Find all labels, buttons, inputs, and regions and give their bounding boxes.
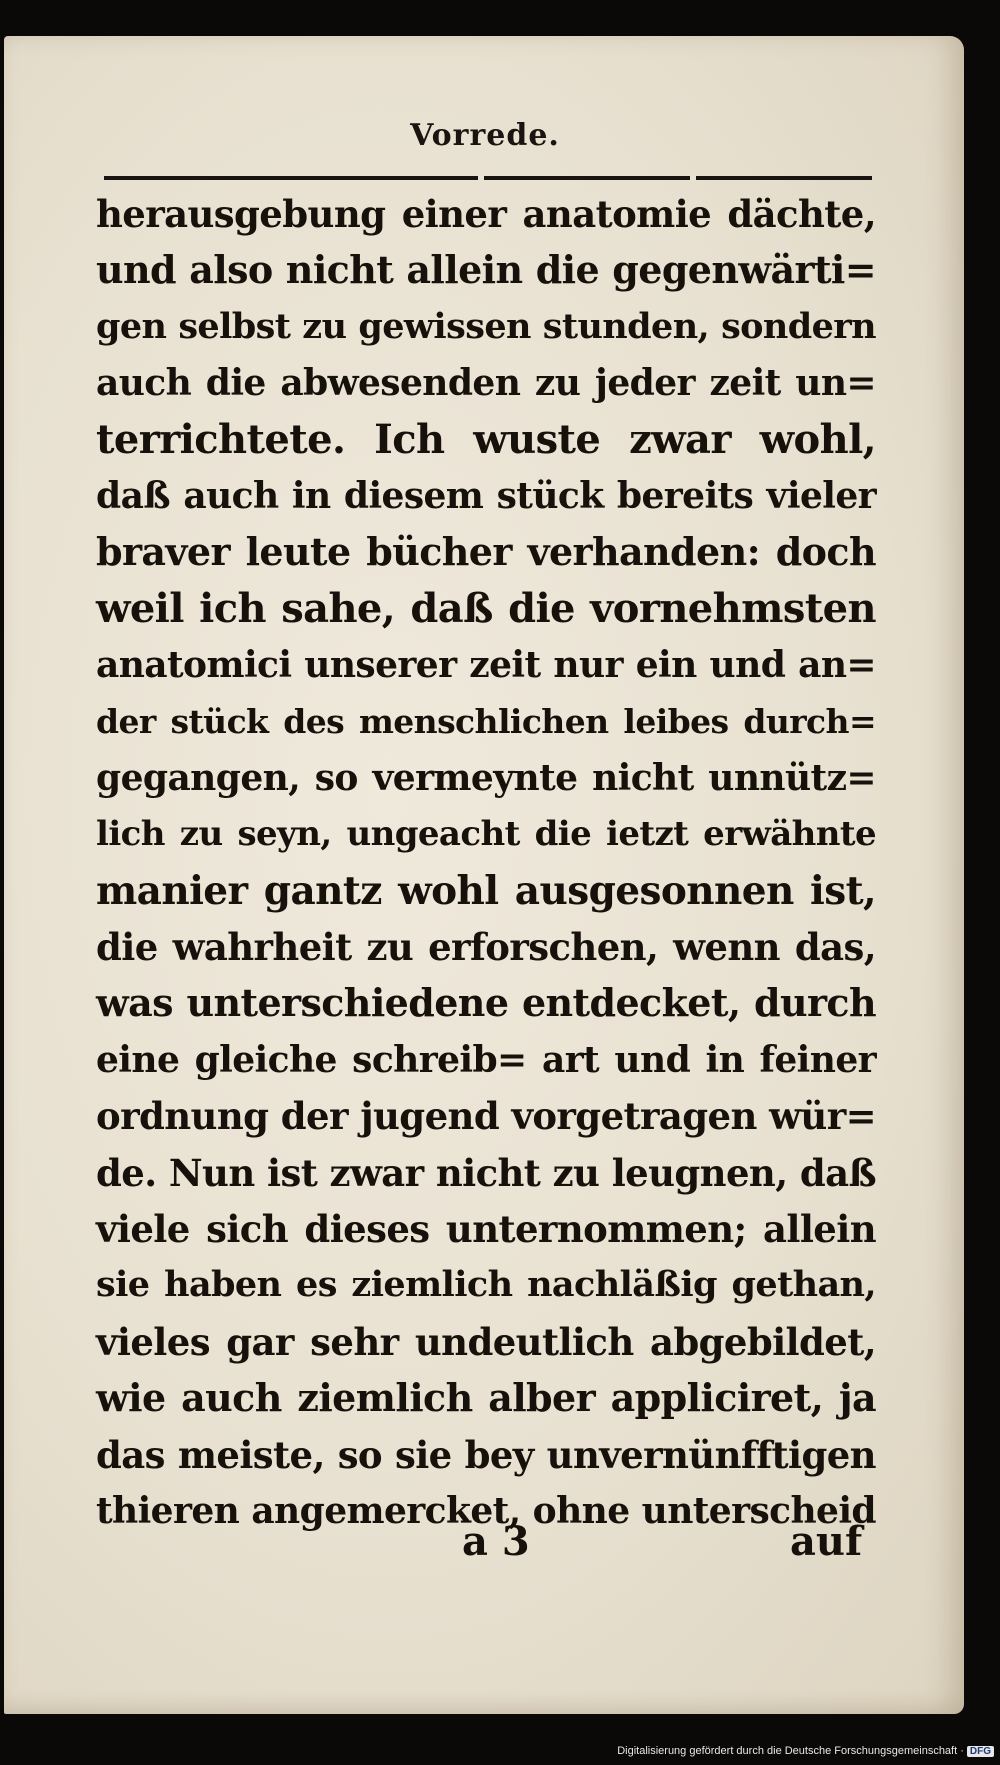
text-line: daß auch in diesem stück bereits vieler: [96, 474, 876, 517]
text-line: de. Nun ist zwar nicht zu leugnen, daß: [96, 1150, 876, 1195]
signature-mark: a 3: [462, 1518, 530, 1565]
text-line: herausgebung einer anatomie dächte,: [96, 192, 876, 236]
text-line: weil ich sahe, daß die vornehmsten: [96, 584, 876, 632]
text-line: was unterschiedene entdecket, durch: [96, 980, 876, 1026]
catchword: auf: [790, 1518, 863, 1565]
text-line: sie haben es ziemlich nachläßig gethan,: [96, 1264, 876, 1306]
dfg-logo: DFG: [967, 1746, 994, 1757]
text-line: lich zu seyn, ungeacht die ietzt erwähnte: [96, 814, 876, 855]
text-line: und also nicht allein die gegenwärti=: [96, 247, 876, 293]
text-line: gegangen, so vermeynte nicht unnütz=: [96, 756, 876, 799]
text-line: auch die abwesenden zu jeder zeit un=: [96, 362, 876, 405]
running-head: Vorrede.: [410, 118, 560, 153]
header-rule: [104, 176, 872, 180]
text-line: wie auch ziemlich alber appliciret, ja: [96, 1375, 876, 1421]
text-line: anatomici unserer zeit nur ein und an=: [96, 644, 876, 687]
text-line: der stück des menschlichen leibes durch=: [96, 701, 876, 741]
text-line: terrichtete. Ich wuste zwar wohl,: [96, 415, 876, 463]
digitization-credit: [617, 1745, 994, 1757]
text-line: das meiste, so sie bey unvernünfftigen: [96, 1432, 876, 1477]
credit-text: Digitalisierung gefördert durch die Deutsche Forschungsgemeinschaft ·: [617, 1745, 964, 1757]
body-text: [96, 186, 876, 1539]
text-line: viele sich dieses unternommen; allein: [96, 1207, 876, 1252]
rule-gap: [478, 175, 484, 181]
text-line: ordnung der jugend vorgetragen wür=: [96, 1094, 876, 1139]
text-line: vieles gar sehr undeutlich abgebildet,: [96, 1319, 876, 1364]
text-line: eine gleiche schreib= art und in feiner: [96, 1038, 876, 1081]
page-header: [100, 118, 870, 153]
text-line: manier gantz wohl ausgesonnen ist,: [96, 867, 876, 914]
text-line: die wahrheit zu erforschen, wenn das,: [96, 925, 876, 970]
text-line: gen selbst zu gewissen stunden, sondern: [96, 305, 876, 347]
rule-gap: [690, 175, 696, 181]
text-line: thieren angemercket, ohne unterscheid: [96, 1489, 876, 1532]
text-line: braver leute bücher verhanden: doch: [96, 529, 876, 575]
